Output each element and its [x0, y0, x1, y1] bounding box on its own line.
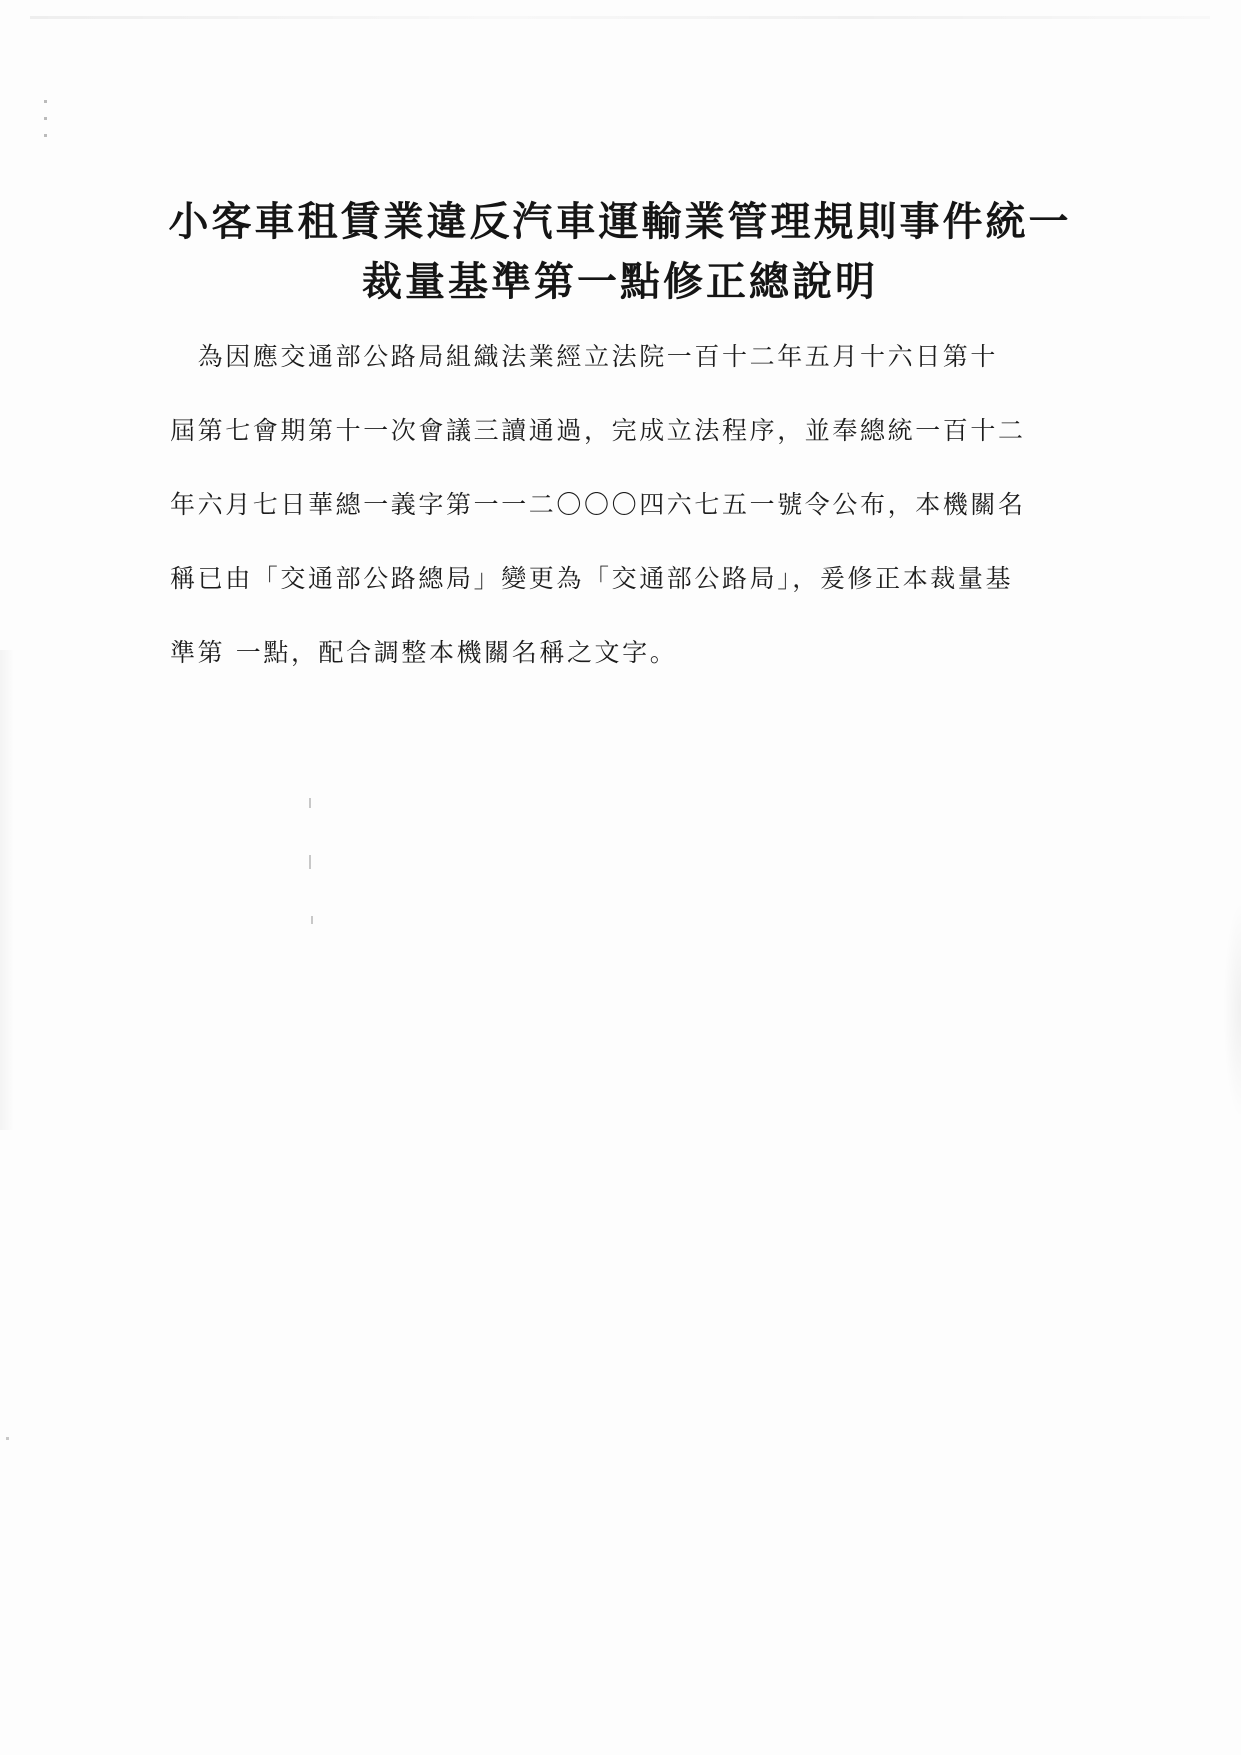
scan-speck [309, 855, 311, 869]
body-line-4: 稱已由「交通部公路總局」變更為「交通部公路局」，爰修正本裁量基 [170, 564, 1014, 593]
title-line-1: 小客車租賃業違反汽車運輸業管理規則事件統一 [168, 198, 1072, 245]
scan-speck [6, 1437, 9, 1440]
body-line-3: 年六月七日華總一義字第一一二〇〇〇四六七五一號令公布，本機關名 [170, 490, 1026, 519]
document-title [160, 192, 1080, 312]
scan-artifact-top [30, 16, 1210, 19]
scan-artifact-right [1223, 900, 1241, 1120]
body-line-5: 準第 一點，配合調整本機關名稱之文字。 [170, 638, 678, 667]
scan-marks [44, 100, 48, 160]
title-line-2: 裁量基準第一點修正總說明 [362, 258, 878, 305]
body-line-1: 為因應交通部公路局組織法業經立法院一百十二年五月十六日第十 [170, 342, 999, 371]
scan-artifact-left [0, 650, 14, 1130]
document-body [170, 320, 1090, 690]
scan-speck [309, 798, 311, 808]
body-line-2: 屆第七會期第十一次會議三讀通過，完成立法程序，並奉總統一百十二 [170, 416, 1026, 445]
scan-speck [311, 916, 313, 924]
